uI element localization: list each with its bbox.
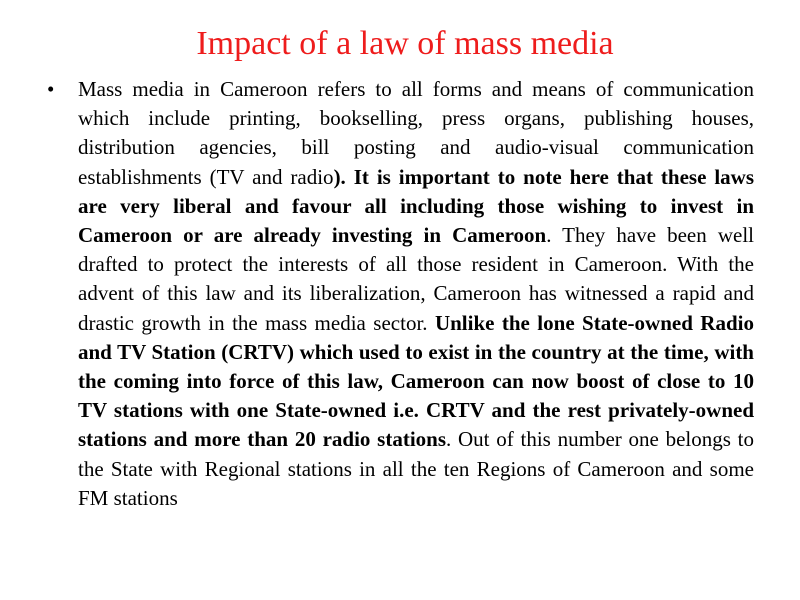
- paragraph-segment-intro: Mass media in Cameroon refers to all forms and means of communication which include printing, bookselling, press organs, publishing houses, distribution agencies, bill posting and audio-visual communication establishments (TV and radio: [78, 77, 754, 189]
- paragraph-segment-growth: . They have been well drafted to protect the interests of all those resident in Cameroon. With the advent of this law and its liberalization, Cameroon has witnessed a rapid and drastic growth in the mass media sector.: [78, 223, 754, 335]
- paragraph-segment-regional: . Out of this number one belongs to the State with Regional stations in all the ten Regions of Cameroon and some FM stations: [78, 427, 754, 510]
- bullet-icon: •: [47, 77, 55, 101]
- bullet-list: [44, 75, 754, 513]
- paragraph-segment-liberal-laws: ). It is important to note here that these laws are very liberal and favour all including those wishing to invest in Cameroon or are already investing in Cameroon: [78, 164, 755, 248]
- paragraph-segment-stations: Unlike the lone State-owned Radio and TV Station (CRTV) which used to exist in the country at the time, with the coming into force of this law, Cameroon can now boost of close to 10 TV stations with one State-owned i.e. CRTV and the rest privately-owned stations and more than 20 radio stations: [78, 310, 754, 452]
- bullet-paragraph: [44, 75, 754, 513]
- slide-title: Impact of a law of mass media: [196, 25, 614, 62]
